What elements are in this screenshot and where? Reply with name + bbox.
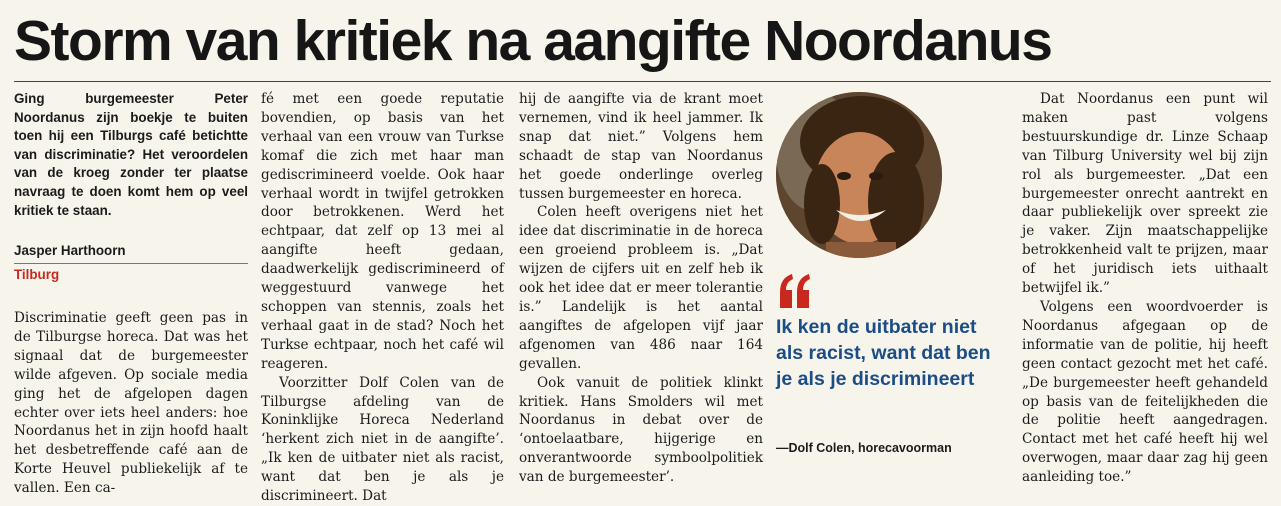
pull-quote-attribution: —Dolf Colen, horecavoorman — [776, 441, 952, 455]
portrait-photo — [776, 92, 942, 258]
body-paragraph: hij de aangifte via de krant moet vernemen, vind ik heel jammer. Ik snap dat niet.” Volgens hem schaadt de stap van Noordanus het goede onderlinge overleg tussen burgemeester en horeca. — [519, 91, 763, 202]
byline-rule — [14, 263, 248, 264]
body-paragraph: Colen heeft overigens niet het idee dat discriminatie in de horeca een groeiend probleem is. „Dat wijzen de cijfers uit en zelf heb ik ook het idee dat er meer tolerantie is.” Landelijk is het aantal aangiftes de afgelopen vijf jaar afgenomen van 486 naar 164 gevallen. — [519, 204, 763, 372]
body-paragraph: Voorzitter Dolf Colen van de Tilburgse afdeling van de Koninklijke Horeca Nederland ‘herkent zich niet in de aangifte’. „Ik ken de uitbater niet als racist, want dat ben je als je discrimineert. Dat — [261, 374, 504, 505]
byline-author: Jasper Harthoorn — [14, 243, 126, 259]
byline-location: Tilburg — [14, 267, 60, 283]
body-paragraph: Ook vanuit de politiek klinkt kritiek. Hans Smolders wil met Noordanus in debat over de ‘ontoelaatbare, hijgerige en onverantwoorde symboolpolitiek van de burgemeester’. — [519, 374, 763, 486]
body-paragraph: Volgens een woordvoerder is Noordanus afgegaan op de informatie van de politie, hij heeft geen contact gezocht met het café. „De burgemeester heeft gehandeld op basis van de feitelijkheden die de politie heeft aangedragen. Contact met het café heeft hij wel overwogen, maar daar zag hij geen aanleiding toe.” — [1022, 298, 1268, 486]
headline-rule — [14, 81, 1271, 82]
portrait-illustration — [776, 92, 942, 258]
pull-quote: Ik ken de uitbater niet als racist, want dat ben je als je discrimineert — [776, 316, 991, 390]
column-5 — [1022, 90, 1268, 487]
column-1 — [14, 90, 248, 498]
quote-mark-icon — [778, 272, 812, 312]
column-2 — [261, 90, 504, 506]
body-paragraph: Discriminatie geeft geen pas in de Tilburgse horeca. Dat was het signaal dat de burgemeester wilde afgeven. Op sociale media ging het de afgelopen dagen echter over iets heel anders: hoe Noordanus het in zijn hoofd haalt het desbetreffende café aan de Korte Heuvel publiekelijk af te vallen. Een ca- — [14, 309, 248, 497]
headline: Storm van kritiek na aangifte Noordanus — [14, 9, 1052, 73]
column-3 — [519, 90, 763, 487]
lead-paragraph: Ging burgemeester Peter Noordanus zijn boekje te buiten toen hij een Tilburgs café betichtte van discriminatie? Het veroordelen van de kroeg zonder ter plaatse navraag te doen komt hem op veel kritiek te staan. — [14, 91, 248, 218]
body-paragraph: fé met een goede reputatie bovendien, op basis van het verhaal van een vrouw van Turkse komaf die zich met haar man gediscrimineerd voelde. Ook haar verhaal wordt in twijfel getrokken door betrokkenen. Werd het echtpaar, dat zelf op 13 mei al aangifte heeft gedaan, daadwerkelijk gediscrimineerd of weggestuurd vanwege het schoppen van stennis, zoals het verhaal gaat in de stad? Noch het Turkse echtpaar, noch het café wil reageren. — [261, 91, 504, 372]
body-paragraph: Dat Noordanus een punt wil maken past volgens bestuurskundige dr. Linze Schaap van Tilburg University wel bij zijn rol als burgemeester. „Dat een burgemeester onrecht aantrekt en daar publiekelijk over spreekt zie je vaker. Zijn maatschappelijke betrokkenheid valt te prijzen, maar of het juridisch iets uithaalt betwijfel ik.” — [1022, 91, 1268, 297]
